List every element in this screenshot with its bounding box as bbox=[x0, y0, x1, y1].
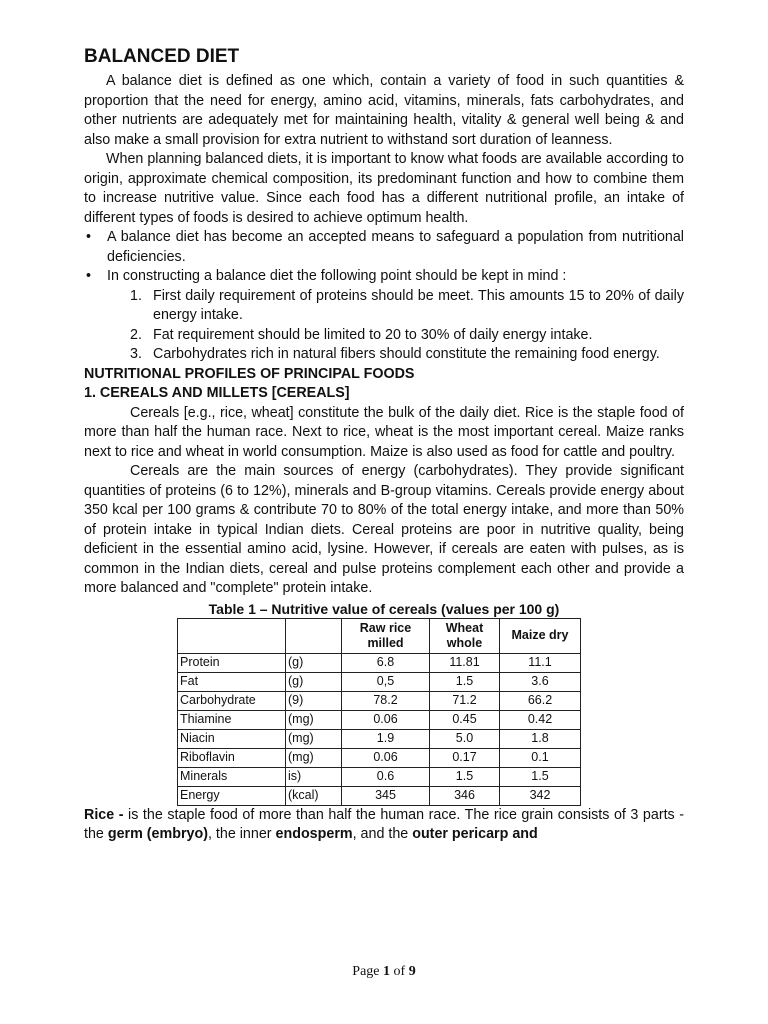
table-cell: 1.8 bbox=[500, 729, 581, 748]
nutrient-name: Riboflavin bbox=[178, 748, 286, 767]
table-cell: 342 bbox=[500, 786, 581, 805]
footer-separator: of bbox=[390, 964, 409, 979]
nutrient-name: Niacin bbox=[178, 729, 286, 748]
nutrient-unit: (g) bbox=[286, 653, 342, 672]
table-row bbox=[178, 729, 581, 748]
table-cell: 0.45 bbox=[430, 710, 500, 729]
rice-term-endosperm: endosperm bbox=[275, 826, 353, 842]
list-item-text: First daily requirement of proteins should be meet. This amounts 15 to 20% of daily energy intake. bbox=[153, 287, 684, 323]
nutrient-unit: (9) bbox=[286, 691, 342, 710]
intro-paragraph-2: When planning balanced diets, it is important to know what foods are available according to origin, approximate chemical composition, its predominant function and how to combine them to increase nutritive value. Since each food has a different nutritional profile, an intake of different types of foods is desired to achieve optimum health. bbox=[84, 151, 684, 226]
list-item bbox=[130, 287, 684, 326]
page-footer bbox=[0, 964, 768, 980]
nutrient-unit: (g) bbox=[286, 672, 342, 691]
nutrient-name: Thiamine bbox=[178, 710, 286, 729]
table-cell: 0.17 bbox=[430, 748, 500, 767]
table-row bbox=[178, 710, 581, 729]
nutrient-unit: (mg) bbox=[286, 729, 342, 748]
table-cell: 11.1 bbox=[500, 653, 581, 672]
list-number: 3. bbox=[130, 346, 142, 362]
table-cell: 11.81 bbox=[430, 653, 500, 672]
table-cell: 3.6 bbox=[500, 672, 581, 691]
rice-term-pericarp: outer pericarp and bbox=[412, 826, 538, 842]
table-cell: 71.2 bbox=[430, 691, 500, 710]
nutrient-unit: (mg) bbox=[286, 748, 342, 767]
table-caption: Table 1 – Nutritive value of cereals (values per 100 g) bbox=[208, 600, 560, 617]
table-cell: 0,5 bbox=[342, 672, 430, 691]
table-cell: 1.9 bbox=[342, 729, 430, 748]
rice-text-1: is the staple food of more than half the human race. The rice grain consists of 3 parts - the bbox=[84, 806, 684, 842]
nutrient-name: Fat bbox=[178, 672, 286, 691]
table-cell: 0.6 bbox=[342, 767, 430, 786]
list-number: 2. bbox=[130, 326, 142, 343]
cereals-paragraph-2: Cereals are the main sources of energy (carbohydrates). They provide significant quantities of proteins (6 to 12%), minerals and B-group vitamins. Cereals provide energy about 350 kcal per 100 grams & contribute 70 to 80% of the total energy intake, and more than 50% of protein intake in typical Indian diets. Cereal proteins are poor in nutritive quality, being deficient in the essential amino acid, lysine. However, if cereals are eaten with pulses, as is common in the Indian diets, cereal and pulse proteins complement each other and provide a more balanced and "complete" protein intake. bbox=[84, 463, 684, 596]
table-row bbox=[178, 672, 581, 691]
table-row bbox=[178, 653, 581, 672]
list-item bbox=[130, 345, 684, 365]
numbered-list bbox=[84, 287, 684, 365]
rice-text-2: , the inner bbox=[207, 826, 276, 842]
rice-label: Rice - bbox=[84, 806, 124, 823]
footer-current-page: 1 bbox=[383, 964, 391, 979]
table-cell: 66.2 bbox=[500, 691, 581, 710]
table-cell: 1.5 bbox=[430, 767, 500, 786]
table-cell: 0.06 bbox=[342, 748, 430, 767]
table-cell: 6.8 bbox=[342, 653, 430, 672]
cereals-paragraph-1: Cereals [e.g., rice, wheat] constitute the bulk of the daily diet. Rice is the staple food of more than half the human race. Next to rice, wheat is the most important cereal. Maize ranks next to rice and wheat in world consumption. Maize is also used as food for cattle and poultry. bbox=[84, 404, 684, 460]
table-cell: 1.5 bbox=[430, 672, 500, 691]
nutrient-unit: (mg) bbox=[286, 710, 342, 729]
table-cell: 0.06 bbox=[342, 710, 430, 729]
table-row bbox=[178, 767, 581, 786]
document-page bbox=[84, 40, 684, 845]
section-heading-profiles: NUTRITIONAL PROFILES OF PRINCIPAL FOODS bbox=[84, 365, 415, 382]
table-cell: 5.0 bbox=[430, 729, 500, 748]
table-cell: 0.42 bbox=[500, 710, 581, 729]
table-cell: 0.1 bbox=[500, 748, 581, 767]
bullet-item: • A balance diet has become an accepted means to safeguard a population from nutritional deficiencies. bbox=[84, 228, 684, 267]
table-cell: 345 bbox=[342, 786, 430, 805]
nutrient-unit: (kcal) bbox=[286, 786, 342, 805]
table-row bbox=[178, 748, 581, 767]
nutrient-name: Energy bbox=[178, 786, 286, 805]
nutrient-name: Minerals bbox=[178, 767, 286, 786]
table-header-cell: Maize dry bbox=[500, 618, 581, 653]
rice-paragraph bbox=[84, 806, 684, 845]
nutrient-unit: is) bbox=[286, 767, 342, 786]
table-row bbox=[178, 691, 581, 710]
nutrient-name: Carbohydrate bbox=[178, 691, 286, 710]
table-header-row bbox=[178, 618, 581, 653]
nutrient-name: Protein bbox=[178, 653, 286, 672]
intro-paragraph-1: A balance diet is defined as one which, contain a variety of food in such quantities & proportion that the need for energy, amino acid, vitamins, minerals, fats carbohydrates, and other nutrients are adequately met for maintaining health, vitality & general well being & and also make a small provision for extra nutrient to withstand sort duration of leanness. bbox=[84, 73, 684, 148]
page-title: BALANCED DIET bbox=[84, 46, 240, 67]
table-header-cell bbox=[286, 618, 342, 653]
list-item-text: Carbohydrates rich in natural fibers should constitute the remaining food energy. bbox=[153, 346, 660, 362]
list-item bbox=[130, 326, 684, 346]
table-row bbox=[178, 786, 581, 805]
list-number: 1. bbox=[130, 287, 142, 304]
nutrition-table bbox=[177, 618, 581, 806]
table-cell: 1.5 bbox=[500, 767, 581, 786]
section-heading-cereals: 1. CEREALS AND MILLETS [CEREALS] bbox=[84, 385, 350, 401]
table-header-cell bbox=[178, 618, 286, 653]
bullet-item: • In constructing a balance diet the following point should be kept in mind : bbox=[84, 267, 684, 287]
footer-total-pages: 9 bbox=[408, 964, 416, 979]
list-item-text: Fat requirement should be limited to 20 to 30% of daily energy intake. bbox=[153, 326, 593, 343]
table-cell: 78.2 bbox=[342, 691, 430, 710]
table-header-cell: Raw rice milled bbox=[342, 618, 430, 653]
table-cell: 346 bbox=[430, 786, 500, 805]
bullet-list bbox=[84, 228, 684, 287]
table-header-cell: Wheat whole bbox=[430, 618, 500, 653]
rice-text-3: , and the bbox=[352, 826, 413, 842]
footer-prefix: Page bbox=[352, 964, 384, 979]
rice-term-germ: germ (embryo) bbox=[107, 826, 208, 842]
